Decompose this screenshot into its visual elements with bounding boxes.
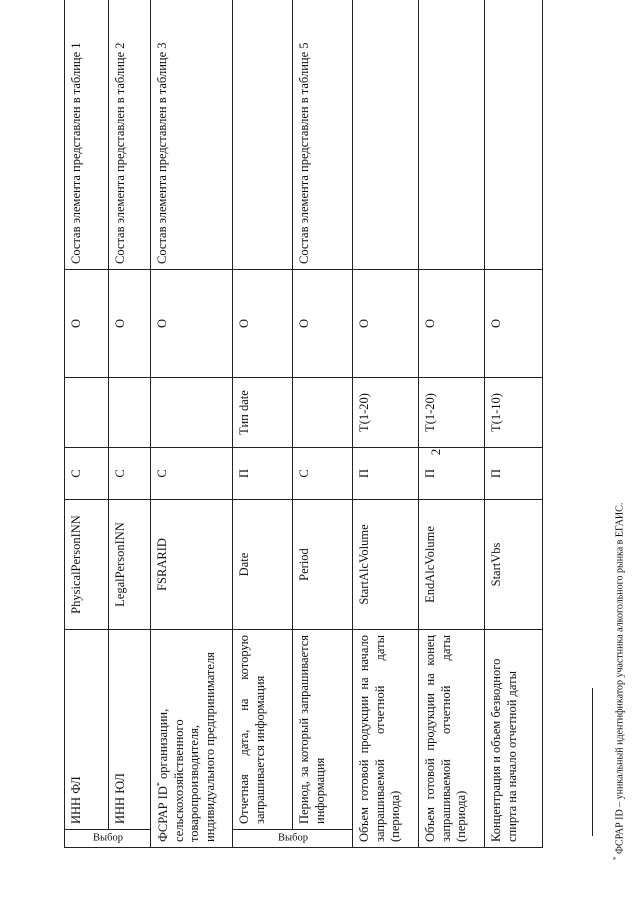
row-multiplicity: О bbox=[233, 270, 293, 378]
row-code: FSRARID bbox=[151, 500, 233, 630]
row-multiplicity: О bbox=[353, 270, 419, 378]
footnote-separator bbox=[592, 688, 593, 836]
row-description bbox=[353, 0, 419, 270]
table-row bbox=[65, 0, 109, 848]
requisites-table bbox=[64, 0, 543, 848]
row-required: П bbox=[233, 448, 293, 500]
row-required: П bbox=[419, 448, 485, 500]
table-row bbox=[353, 0, 419, 848]
choice-group-label: Выбор bbox=[65, 830, 151, 848]
table-row bbox=[293, 0, 353, 848]
row-code: LegalPersonINN bbox=[109, 500, 151, 630]
footnote-mark: * bbox=[612, 856, 620, 860]
row-multiplicity: О bbox=[419, 270, 485, 378]
row-type bbox=[293, 378, 353, 448]
row-name: Объем готовой продукции на начало запрашиваемой отчетной даты (периода) bbox=[353, 630, 419, 848]
row-description: Состав элемента представлен в таблице 1 bbox=[65, 0, 109, 270]
fsrar-id-label-rest: организации, сельскохозяйственного товаропроизводителя, индивидуального предпринимателя bbox=[156, 652, 218, 842]
row-required: С bbox=[151, 448, 233, 500]
row-description bbox=[485, 0, 543, 270]
page-number: 2 bbox=[428, 448, 443, 456]
row-multiplicity: О bbox=[293, 270, 353, 378]
choice-group-label: Выбор bbox=[233, 830, 353, 848]
row-code: Date bbox=[233, 500, 293, 630]
row-required: С bbox=[109, 448, 151, 500]
row-type: Тип date bbox=[233, 378, 293, 448]
row-name: Период, за который запрашивается информация bbox=[293, 630, 353, 830]
row-description: Состав элемента представлен в таблице 5 bbox=[293, 0, 353, 270]
row-multiplicity: О bbox=[151, 270, 233, 378]
fsrar-id-label: ФСРАР ID bbox=[156, 786, 171, 842]
row-name: Объем готовой продукции на конец запрашиваемой отчетной даты (периода) bbox=[419, 630, 485, 848]
row-multiplicity: О bbox=[485, 270, 543, 378]
row-code: PhysicalPersonINN bbox=[65, 500, 109, 630]
row-multiplicity: О bbox=[65, 270, 109, 378]
row-name bbox=[151, 630, 233, 848]
row-code: Period bbox=[293, 500, 353, 630]
footnote bbox=[612, 503, 625, 860]
table-row bbox=[485, 0, 543, 848]
row-code: EndAlcVolume bbox=[419, 500, 485, 630]
table-row bbox=[419, 0, 485, 848]
row-name: Отчетная дата, на которую запрашивается информация bbox=[233, 630, 293, 830]
row-required: С bbox=[65, 448, 109, 500]
row-type: T(1-20) bbox=[419, 378, 485, 448]
row-description bbox=[419, 0, 485, 270]
row-multiplicity: О bbox=[109, 270, 151, 378]
row-name: ИНН ЮЛ bbox=[109, 630, 151, 830]
row-description: Состав элемента представлен в таблице 2 bbox=[109, 0, 151, 270]
row-required: П bbox=[353, 448, 419, 500]
row-description bbox=[233, 0, 293, 270]
footnote-text: ФСРАР ID – уникальный идентификатор участника алкогольного рынка в ЕГАИС. bbox=[614, 502, 626, 857]
row-code: StartAlcVolume bbox=[353, 500, 419, 630]
row-type: T(1-20) bbox=[353, 378, 419, 448]
row-name: ИНН ФЛ bbox=[65, 630, 109, 830]
table-row bbox=[233, 0, 293, 848]
row-type bbox=[151, 378, 233, 448]
table-row bbox=[151, 0, 233, 848]
row-code: StartVbs bbox=[485, 500, 543, 630]
row-type bbox=[65, 378, 109, 448]
row-required: С bbox=[293, 448, 353, 500]
row-required: П bbox=[485, 448, 543, 500]
table-row bbox=[109, 0, 151, 848]
footnote-ref: * bbox=[155, 782, 164, 787]
row-name: Концентрация и объем безводного спирта на начало отчетной даты bbox=[485, 630, 543, 848]
row-type bbox=[109, 378, 151, 448]
requisites-table-wrapper bbox=[64, 0, 554, 848]
row-type: T(1-10) bbox=[485, 378, 543, 448]
row-description: Состав элемента представлен в таблице 3 bbox=[151, 0, 233, 270]
